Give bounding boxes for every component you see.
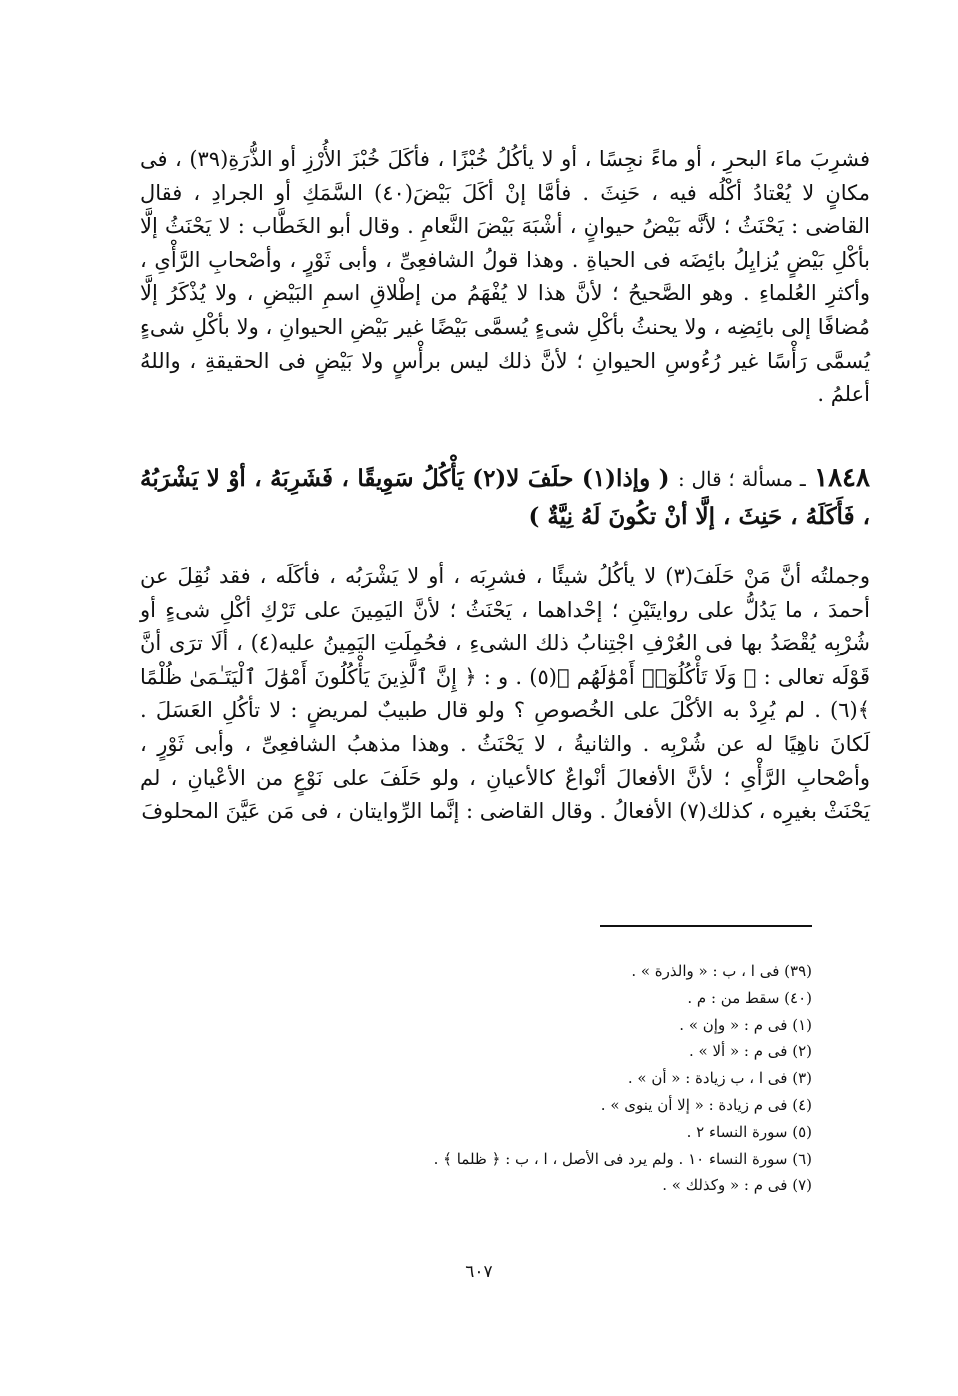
footnote-item: (١) فى م : « وإن » .: [679, 1015, 812, 1034]
footnotes-list: [300, 958, 812, 1199]
page-number: ٦٠٧: [465, 1262, 493, 1282]
issue-lead: ـ مسألة ؛ قال :: [677, 467, 806, 491]
issue-heading: [140, 459, 870, 536]
footnote-item: (٣٩) فى ا ، ب : « والذرة » .: [631, 962, 812, 980]
footnote-item: (٦) سورة النساء ١٠ . ولم يرد فى الأصل ، ا ، ب : ﴿ ظلما ﴾ .: [433, 1149, 812, 1168]
footnote-item: (٢) فى م : « ألا » .: [688, 1042, 812, 1061]
footnote-item: (٥) سورة النساء ٢ .: [686, 1122, 812, 1141]
footnote-item: (٧) فى م : « وكذلك » .: [662, 1176, 812, 1195]
footnote-item: (٣) فى ا ، ب زيادة : « أن » .: [627, 1069, 812, 1088]
footnote-item: (٤٠) سقط من : م .: [687, 988, 812, 1007]
paragraph-body: وجملتُه أنَّ مَنْ حَلَفَ(٣) لا يأكُلُ شيئًا ، فشرِبَه ، أو لا يَشْرَبُه ، فأكَلَه ، فقد نُقِلَ عن أحمدَ ، ما يَدُلُّ على روايتَيْنِ ؛ إحْداهما ، يَحْنَثُ ؛ لأنَّ اليَمِينَ على تَرْكِ أكْلِ شىءٍ أو شُرْبِه يُقْصَدُ بها فى العُرْفِ اجْتِنابُ ذلك الشىءِ ، فحُمِلَتِ اليَمِينُ عليه(٤) ، ألَا ترَى أنَّ قَوْلَه تعالى : ﴿ وَلَا تَأْكُلُوٓا۟ أَمْوَٰلَهُم ﴾(٥) . و : ﴿ إِنَّ ٱلَّذِينَ يَأْكُلُونَ أَمْوَٰلَ ٱلْيَتَـٰمَىٰ ظُلْمًا ﴾(٦) . لم يُرِدْ به الأكْلَ على الخُصوصِ ؟ ولو قال طبيبٌ لمريضٍ : لا تأكُلِ العَسَلَ . لَكانَ ناهِيًا له عن شُرْبِه . والثانيةُ ، لا يَحْنَثُ . وهذا مذهبُ الشافعِىِّ ، وأبى ثَوْرٍ ، وأصْحابِ الرَّأْىِ ؛ لأنَّ الأفعالَ أنْواعٌ كالأعيانِ ، ولو حَلَفَ على نَوْعٍ من الأعْيانِ ، لم يَحْنَثْ بغيرِه ، كذلك(٧) الأفعالُ . وقال القاضى : إنَّما الرِّوايتان ، فى مَن عَيَّنَ المحلوفَ: [140, 564, 871, 824]
issue-number: ١٨٤٨: [814, 463, 870, 493]
footnote-item: (٤) فى م زيادة : « إلا أن ينوى » .: [600, 1095, 812, 1114]
issue-text: ( وإذا(١) حلَفَ لا(٢) يَأْكُلُ سَوِيقًا ، فَشَرِبَهُ ، أوْ لا يَشْرَبُهُ ، فَأَكَلَهُ ، حَنِثَ ، إلَّا أنْ تكُونَ لَهُ نِيَّةٌ ): [140, 465, 870, 530]
footnote-divider: [600, 925, 812, 927]
paragraph-intro: فشرِبَ ماءَ البحرِ ، أو ماءً نجِسًا ، أو لا يأكُلُ خُبْزًا ، فأكَلَ خُبْزَ الأُرْزِ أو الذُّرَةِ(٣٩) ، فى مكانٍ لا يُعْتادُ أكْلُه فيه ، حَنِثَ . فأمَّا إنْ أكَلَ بَيْضَ(٤٠) السَّمَكِ أو الجرادِ ، فقال القاضى : يَحْنَثُ ؛ لأنَّه بَيْضُ حيوانٍ ، أشْبَهَ بَيْضَ النَّعامِ . وقال أبو الخَطَّاب : لا يَحْنَثُ إلَّا بأكْلِ بَيْضٍ يُزايِلُ بائِضَه فى الحياةِ . وهذا قولُ الشافعِىِّ ، وأبى ثَوْرٍ ، وأصْحابِ الرَّأْىِ ، وأكثرِ العُلماءِ . وهو الصَّحيحُ ؛ لأنَّ هذا لا يُفْهَمُ من إطْلاقِ اسمِ البَيْضِ ، ولا يُذْكَرُ إلَّا مُضافًا إلى بائِضِه ، ولا يحنثُ بأكْلِ شىءٍ يُسمَّى بَيْضًا غير بَيْضِ الحيوانِ ، ولا بأكْلِ شىءٍ يُسمَّى رَأْسًا غير رُءُوسِ الحيوانِ ؛ لأنَّ ذلك ليس برأْسٍ ولا بَيْضٍ فى الحقيقةِ ، واللهُ أعلمُ .: [140, 147, 870, 407]
